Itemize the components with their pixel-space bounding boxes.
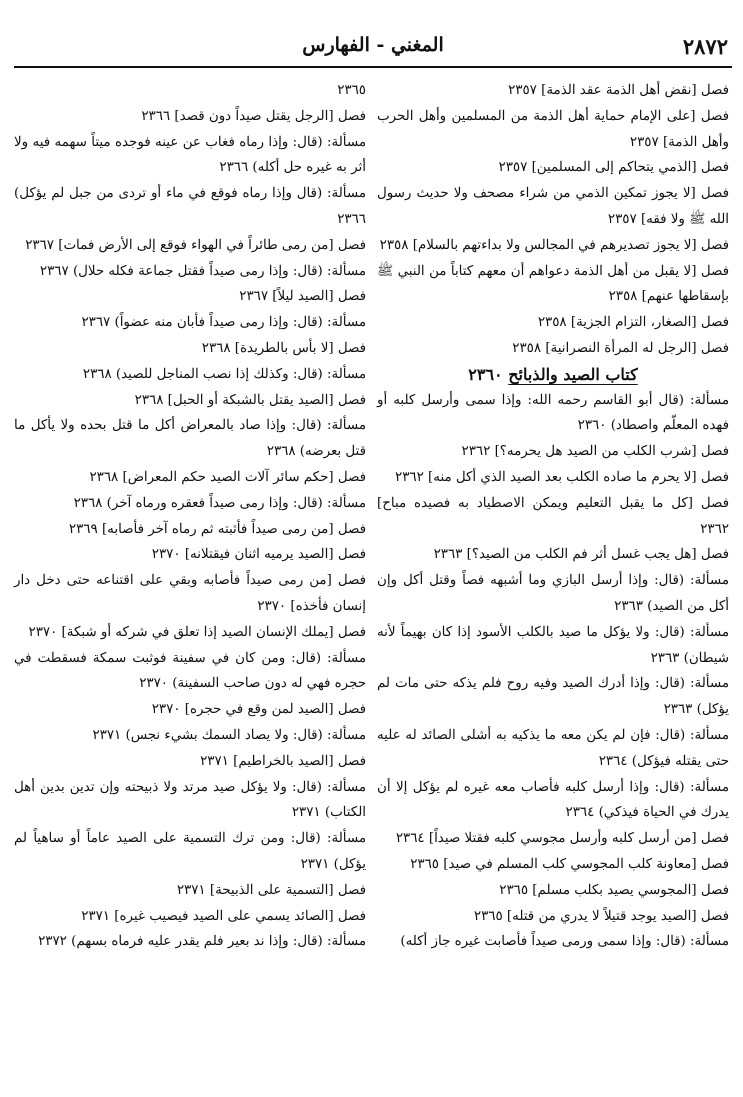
index-entry: فصل [من رمى طائراً في الهواء فوقع إلى الأرض فمات] ٢٣٦٧ <box>25 237 366 253</box>
page-header <box>14 30 732 68</box>
index-entry: مسألة: (قال: وإذا رماه فغاب عن عينه فوجده ميتاً سهمه فيه ولا أثر به غيره حل أكله) ٢٣٦٦ <box>14 134 366 176</box>
index-entry: مسألة: (قال: ولا يصاد السمك بشيء نجس) ٢٣٧١ <box>92 727 366 743</box>
index-entry: فصل [لا يقبل من أهل الذمة دعواهم أن معهم كتاباً من النبي ﷺ بإسقاطها عنهم] ٢٣٥٨ <box>377 263 729 305</box>
index-entry: مسألة: (قال: وإذا أرسل البازي وما أشبهه فصاً وقتل أكل وإن أكل من الصيد) ٢٣٦٣ <box>377 573 729 614</box>
index-entry: فصل [نقض أهل الذمة عقد الذمة] ٢٣٥٧ <box>508 83 729 98</box>
index-entry: فصل [الصيد لمن وقع في حجره] ٢٣٧٠ <box>151 702 366 718</box>
index-entry: مسألة: (قال: فإن لم يكن معه ما يذكيه به أشلى الصائد له عليه حتى يقتله فيؤكل) ٢٣٦٤ <box>377 727 729 769</box>
index-entry: فصل [الصيد ليلاً] ٢٣٦٧ <box>239 289 366 305</box>
index-entry: فصل [كل ما يقبل التعليم ويمكن الاصطياد به فصيده مباح] ٢٣٦٢ <box>377 495 729 537</box>
index-entry: مسألة: (قال: وإذا رمى صيداً فأبان منه عضواً) ٢٣٦٧ <box>81 315 366 331</box>
index-entry: فصل [من رمى صيداً فأصابه وبقي على اقتناعه حتى دخل دار إنسان فأخذه] ٢٣٧٠ <box>14 573 366 614</box>
index-entry: فصل [المجوسي يصيد بكلب مسلم] ٢٣٦٥ <box>499 882 729 898</box>
index-entry: مسألة: (قال: وإذا أرسل كلبه فأصاب معه غيره لم يؤكل إلا أن يدرك في الحياة فيذكي) ٢٣٦٤ <box>377 779 729 821</box>
index-entry: فصل [من رمى صيداً فأثبته ثم رماه آخر فأصابه] ٢٣٦٩ <box>68 521 366 537</box>
index-entry: مسألة: (قال: وإذا ند بعير فلم يقدر عليه فرماه بسهم) ٢٣٧٢ <box>38 934 366 950</box>
section-heading-title: كتاب الصيد والذبائح <box>508 364 638 384</box>
index-entry: مسألة: (قال: ومن ترك التسمية على الصيد عاماً أو ساهياً لم يؤكل) ٢٣٧١ <box>14 831 366 872</box>
index-entry: فصل [حكم سائر آلات الصيد حكم المعراض] ٢٣٦٨ <box>89 469 366 485</box>
index-column-left <box>14 78 366 955</box>
index-entry: مسألة: (قال: ومن كان في سفينة فوثبت سمكة فسقطت في حجره فهي له دون صاحب السفينة) ٢٣٧٠ <box>14 650 366 692</box>
index-entry: فصل [الصيد يرميه اثنان فيقتلانه] ٢٣٧٠ <box>151 547 366 563</box>
index-entry: فصل [الصيد بالخراطيم] ٢٣٧١ <box>200 753 366 769</box>
index-entry: فصل [لا يجوز تصديرهم في المجالس ولا بداءتهم بالسلام] ٢٣٥٨ <box>379 237 729 253</box>
index-entry: فصل [الذمي يتحاكم إلى المسلمين] ٢٣٥٧ <box>498 160 729 176</box>
index-entry: مسألة: (قال: وإذا سمى ورمى صيداً فأصابت غيره جاز أكله) <box>400 934 729 950</box>
index-entry: فصل [الصيد يوجد قتيلاً لا يدري من قتله] ٢٣٦٥ <box>473 908 729 924</box>
index-entry: فصل [لا يحرم ما صاده الكلب بعد الصيد الذي أكل منه] ٢٣٦٢ <box>395 469 729 485</box>
index-entry: مسألة: (قال وإذا رماه فوقع في ماء أو تردى من جبل لم يؤكل) ٢٣٦٦ <box>14 186 366 227</box>
index-entry: فصل [لا بأس بالطريدة] ٢٣٦٨ <box>201 340 366 356</box>
index-entry: مسألة: (قال: وإذا رمى صيداً فعقره ورماه آخر) ٢٣٦٨ <box>73 495 366 511</box>
index-entry: مسألة: (قال أبو القاسم رحمه الله: وإذا سمى وأرسل كلبه أو فهده المعلّم واصطاد) ٢٣٦٠ <box>377 392 729 434</box>
index-column-right <box>377 78 729 955</box>
index-entry: فصل [معاونة كلب المجوسي كلب المسلم في صيد] ٢٣٦٥ <box>410 856 729 872</box>
index-entry: فصل [هل يجب غسل أثر فم الكلب من الصيد؟] ٢٣٦٣ <box>433 547 729 563</box>
index-entry: فصل [الصائد يسمي على الصيد فيصيب غيره] ٢٣٧١ <box>81 908 366 924</box>
index-entry: فصل [التسمية على الذبيحة] ٢٣٧١ <box>176 882 366 898</box>
running-title: المغني - الفهارس <box>302 34 444 56</box>
index-entry: فصل [الصيد يقتل بالشبكة أو الحبل] ٢٣٦٨ <box>134 392 366 408</box>
index-entry: فصل [شرب الكلب من الصيد هل يحرمه؟] ٢٣٦٢ <box>461 444 729 460</box>
section-heading <box>377 362 729 388</box>
index-entry: ٢٣٦٥ <box>337 83 366 98</box>
index-entry: مسألة: (قال: ولا يؤكل صيد مرتد ولا ذبيحته وإن تدين بدين أهل الكتاب) ٢٣٧١ <box>14 779 366 821</box>
index-entry: فصل [الرجل له المرأة النصرانية] ٢٣٥٨ <box>512 340 729 356</box>
index-entry: فصل [لا يجوز تمكين الذمي من شراء مصحف ولا حديث رسول الله ﷺ ولا فقه] ٢٣٥٧ <box>377 186 729 227</box>
index-entry: مسألة: (قال: وإذا أدرك الصيد وفيه روح فلم يذكه حتى مات لم يؤكل) ٢٣٦٣ <box>377 676 729 718</box>
section-heading-page: ٢٣٦٠ <box>468 364 503 384</box>
index-entry: فصل [الصغار، التزام الجزية] ٢٣٥٨ <box>537 315 729 331</box>
index-entry: فصل [من أرسل كلبه وأرسل مجوسي كلبه فقتلا صيداً] ٢٣٦٤ <box>395 831 729 847</box>
index-entry: فصل [على الإمام حماية أهل الذمة من المسلمين وأهل الحرب وأهل الذمة] ٢٣٥٧ <box>377 108 729 150</box>
index-entry: فصل [يملك الإنسان الصيد إذا تعلق في شركه أو شبكة] ٢٣٧٠ <box>28 624 366 640</box>
page-number: ٢٨٧٢ <box>682 34 728 59</box>
index-entry: مسألة: (قال: ولا يؤكل ما صيد بالكلب الأسود إذا كان بهيماً لأنه شيطان) ٢٣٦٣ <box>377 624 729 666</box>
index-entry: مسألة: (قال: وإذا صاد بالمعراض أكل ما قتل بحده ولا يأكل ما قتل بعرضه) ٢٣٦٨ <box>14 418 366 460</box>
index-entry: مسألة: (قال: وإذا رمى صيداً فقتل جماعة فكله حلال) ٢٣٦٧ <box>39 263 366 279</box>
index-entry: فصل [الرجل يقتل صيداً دون قصد] ٢٣٦٦ <box>141 108 366 124</box>
index-entry: مسألة: (قال: وكذلك إذا نصب المناجل للصيد) ٢٣٦٨ <box>82 366 366 382</box>
